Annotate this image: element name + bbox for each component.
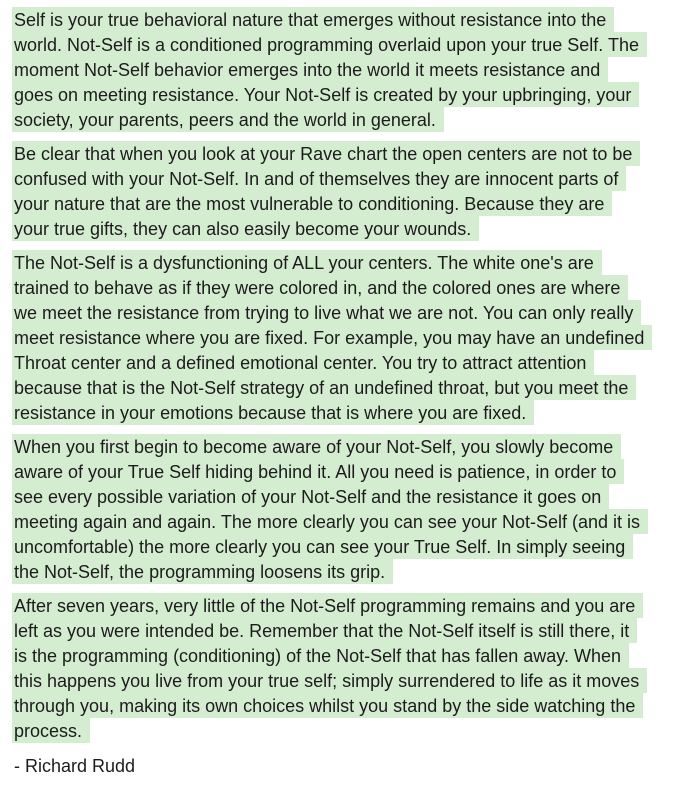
highlighted-text: the Not-Self, the programming loosens its grip. [12,559,393,584]
text-line [14,435,674,460]
highlighted-text: is the programming (conditioning) of the Not-Self that has fallen away. When [12,643,629,668]
paragraph-2 [14,142,674,242]
text-line [14,460,674,485]
text-line [14,167,674,192]
highlighted-text: Throat center and a defined emotional center. You try to attract attention [12,350,594,375]
highlighted-text: Self is your true behavioral nature that emerges without resistance into the [12,7,614,32]
text-line [14,142,674,167]
text-line [14,83,674,108]
text-line [14,276,674,301]
text-line [14,251,674,276]
paragraph-5 [14,594,674,744]
text-line [14,719,674,744]
highlighted-text: society, your parents, peers and the world in general. [12,107,444,132]
highlighted-text: through you, making its own choices whilst you stand by the side watching the [12,693,643,718]
highlighted-text: we meet the resistance from trying to live what we are not. You can only really [12,300,641,325]
highlighted-text: resistance in your emotions because that is where you are fixed. [12,400,534,425]
highlighted-text: world. Not-Self is a conditioned programming overlaid upon your true Self. The [12,32,647,57]
text-line [14,485,674,510]
text-line [14,217,674,242]
highlighted-text: because that is the Not-Self strategy of an undefined throat, but you meet the [12,375,636,400]
paragraph-3 [14,251,674,426]
text-line [14,326,674,351]
highlighted-text: your nature that are the most vulnerable to conditioning. Because they are [12,191,612,216]
highlighted-text: left as you were intended be. Remember that the Not-Self itself is still there, it [12,618,637,643]
highlighted-text: After seven years, very little of the Not-Self programming remains and you are [12,593,643,618]
highlighted-text: aware of your True Self hiding behind it. All you need is patience, in order to [12,459,624,484]
highlighted-text: meet resistance where you are fixed. For example, you may have an undefined [12,325,652,350]
highlighted-text: meeting again and again. The more clearly you can see your Not-Self (and it is [12,509,648,534]
text-line [14,376,674,401]
text-line [14,510,674,535]
text-line [14,669,674,694]
text-line [14,644,674,669]
text-line [14,301,674,326]
text-line [14,108,674,133]
highlighted-text: confused with your Not-Self. In and of themselves they are innocent parts of [12,166,626,191]
text-line [14,560,674,585]
highlighted-text: moment Not-Self behavior emerges into the world it meets resistance and [12,57,608,82]
highlighted-text: Be clear that when you look at your Rave chart the open centers are not to be [12,141,640,166]
paragraph-4 [14,435,674,585]
highlighted-text: your true gifts, they can also easily become your wounds. [12,216,479,241]
text-line [14,192,674,217]
highlighted-text: trained to behave as if they were colored in, and the colored ones are where [12,275,628,300]
highlighted-text: When you first begin to become aware of your Not-Self, you slowly become [12,434,621,459]
text-line [14,694,674,719]
text-line [14,58,674,83]
highlighted-text: process. [12,718,90,743]
text-line [14,401,674,426]
highlighted-text: this happens you live from your true self; simply surrendered to life as it moves [12,668,647,693]
text-line [14,351,674,376]
text-line [14,8,674,33]
highlighted-text: The Not-Self is a dysfunctioning of ALL your centers. The white one's are [12,250,602,275]
text-line [14,594,674,619]
author-attribution: - Richard Rudd [14,756,136,776]
text-line [14,33,674,58]
highlighted-text: goes on meeting resistance. Your Not-Self is created by your upbringing, your [12,82,639,107]
highlighted-text: uncomfortable) the more clearly you can see your True Self. In simply seeing [12,534,633,559]
text-line [14,619,674,644]
paragraph-1 [14,8,674,133]
highlighted-text: see every possible variation of your Not-Self and the resistance it goes on [12,484,609,509]
quote-document [14,8,674,779]
text-line [14,535,674,560]
